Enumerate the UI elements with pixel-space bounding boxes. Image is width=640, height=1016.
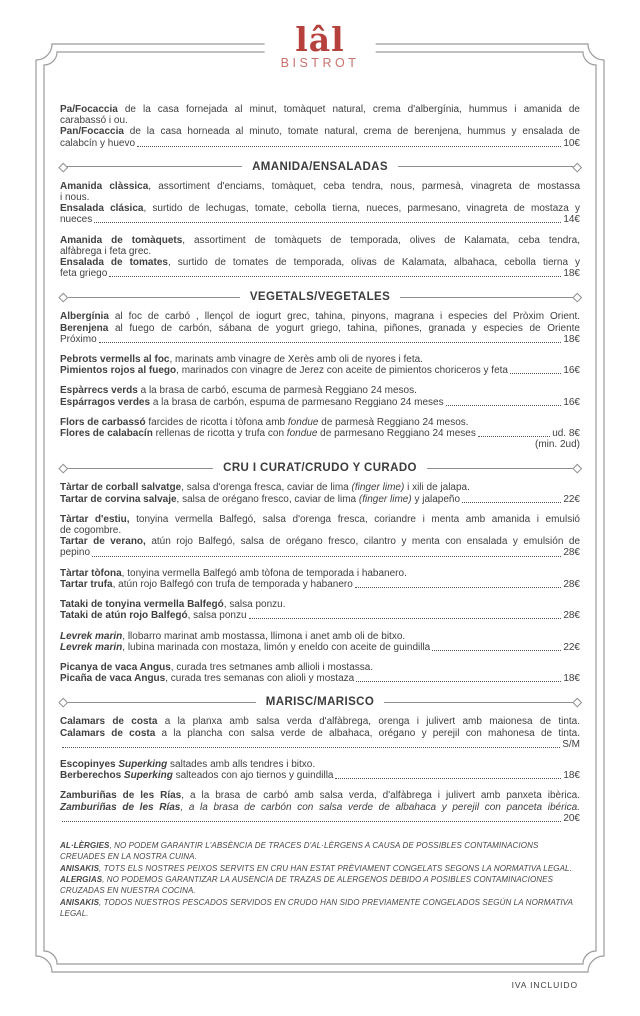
text-segment: Zamburiñas de les Rías [60,790,182,802]
section-header [60,462,580,474]
menu-item-tartar-corball [60,482,580,504]
dish-description [60,268,107,279]
logo-title: lâl [295,20,345,59]
text-segment: a la brasa de carbó, escuma de parmesà Reggiano 24 mesos. [137,385,417,397]
menu-item-pebrots-vermells [60,354,580,376]
dish-description [60,365,508,376]
menu-line [60,192,580,203]
menu-line [60,323,580,334]
diamond-ornament [59,698,68,707]
text-segment: a la brasa de carbón, espuma de parmesano Reggiano 24 meses [150,396,444,408]
text-segment: farcides de ricotta i tòfona amb [145,416,288,428]
text-segment: de parmesà Reggiano 24 mesos. [318,416,469,428]
menu-line [60,181,580,192]
text-segment: , salsa ponzu [187,610,247,622]
allergen-note-line [60,840,580,863]
allergen-note-line [60,874,580,897]
text-segment: Pan/Focaccia [60,126,124,138]
dot-leader [432,650,561,651]
allergen-text: , NO PODEM GARANTIR L'ABSÈNCIA DE TRACES D'AL·LÈRGENS A CAUSA DE POSSIBLES CONTAMINACIONS CREUADES EN LA NOSTRA CUINA. [60,840,539,862]
section-title: VEGETALS/VEGETALES [249,291,391,304]
menu-item-escopinyes-superking [60,759,580,781]
section-header [60,291,580,303]
text-segment: feta griego [60,268,108,280]
text-segment: , llobarro marinat amb mostassa, llimona i anet amb oli de bitxo. [122,630,406,642]
menu-line [60,257,580,268]
menu-line [60,397,580,408]
text-segment: rellenas de ricotta y trufa con [152,428,287,440]
allergen-text: , TODOS NUESTROS PESCADOS SERVIDOS EN CRUDO HAN SIDO PREVIAMENTE CONGELADOS SEGÚN LA NORMATIVA LEGAL. [60,897,573,919]
text-segment: , marinados con vinagre de Jerez con aceite de pimientos choriceros y feta [176,365,508,377]
price: 18€ [563,673,580,685]
text-segment: fondue [286,428,318,440]
dish-description [60,428,476,439]
text-segment: Tàrtar de corball salvatge [60,482,182,494]
menu-item-esparrecs-verds [60,385,580,407]
dish-description [60,397,444,408]
text-segment: Flores de calabacín [60,428,153,440]
menu-line [60,115,580,126]
text-segment: , marinats amb vinagre de Xerès amb oli de nyores i feta. [169,354,423,366]
text-segment: Pimientos rojos al fuego [60,365,177,377]
text-segment: Flors de carbassó [60,416,146,428]
header-rule [67,297,240,298]
price: S/M [562,738,580,750]
text-segment: de cogombre. [60,525,122,537]
menu-content [60,104,580,919]
text-segment: pepino [60,547,91,559]
menu-line [60,813,580,824]
dot-leader [249,618,562,619]
text-segment: Superking [118,758,168,770]
price: 16€ [563,396,580,408]
dot-leader [478,436,550,437]
dish-description [60,334,97,345]
diamond-ornament [572,698,581,707]
dot-leader [62,747,560,748]
text-segment: alfàbrega i feta grec. [60,245,152,257]
price: 28€ [563,610,580,622]
text-segment: (finger lime) [351,482,405,494]
text-segment: atún rojo Balfegó, salsa de orégano fresco, cilantro y menta con ensalada y emulsión de [145,536,580,548]
diamond-ornament [59,293,68,302]
text-segment: Tàrtar d'estiu, [60,513,130,525]
menu-line [60,428,580,439]
menu-line [60,579,580,590]
text-segment: al foc de carbó , llençol de iogurt grec, tahina, pinyons, magrana i especies del Pròxim Orient. [108,311,580,323]
text-segment: nueces [60,214,93,226]
menu-item-tartar-tofona [60,568,580,590]
dot-leader [356,681,561,682]
menu-item-zamburinas-rias [60,790,580,824]
menu-line [60,547,580,558]
price: 18€ [563,268,580,280]
allergen-lead: ANISAKIS [60,897,100,907]
menu-line [60,203,580,214]
allergen-lead: ALERGIAS [60,875,103,885]
allergen-notes [60,840,580,920]
text-segment: Próximo [60,333,97,345]
menu-line [60,739,580,750]
header-rule [427,468,574,469]
menu-line [60,334,580,345]
text-segment: , curada tres setmanes amb allioli i mostassa. [170,661,374,673]
text-segment: , surtido de tomates de temporada, olivas de Kalamata, albahaca, cebolla tierna y [167,257,581,269]
text-segment: Berenjena [60,322,109,334]
menu-line [60,790,580,801]
text-segment: Tataki de atún rojo Balfegó [60,610,188,622]
menu-line [60,568,580,579]
text-segment: y jalapeño [411,493,461,505]
section-title: AMANIDA/ENSALADAS [252,160,388,173]
price: 18€ [563,333,580,345]
text-segment: tonyina vermella Balfegó, salsa d'orenga fresca, coriandre i menta amb amanida i emulsió [129,513,580,525]
text-segment: de la casa fornejada al minut, tomàquet natural, crema d'albergínia, hummus i amanida de [117,104,580,115]
dish-description [60,138,135,149]
price: 28€ [563,578,580,590]
text-segment: Tataki de tonyina vermella Balfegó [60,599,224,611]
text-segment: Calamars de costa [60,727,156,739]
header-rule [398,166,574,167]
menu-item-amanida-tomaquets [60,235,580,280]
header-rule [67,468,214,469]
text-segment: de parmesano Reggiano 24 meses [317,428,476,440]
text-segment: i xili de jalapa. [404,482,470,494]
menu-line [60,770,580,781]
menu-line [60,514,580,525]
text-segment: de la casa horneada al minuto, tomate natural, crema de berenjena, hummus y ensalada de [123,126,580,138]
text-segment: fondue [287,416,319,428]
text-segment: , tonyina vermella Balfegó amb tòfona de temporada i habanero. [121,567,407,579]
price: 20€ [563,812,580,824]
menu-line [60,439,580,450]
dish-description [60,579,353,590]
text-segment: a la planxa amb salsa verda d'alfàbrega, orenga i julivert amb maionesa de tinta. [157,716,580,728]
text-segment: Espárragos verdes [60,396,151,408]
diamond-ornament [59,464,68,473]
dish-description [60,610,247,621]
section-title: CRU I CURAT/CRUDO Y CURADO [223,462,417,475]
text-segment: , assortiment d'enciams, tomàquet, ceba tendra, nous, parmesà, vinagreta de mostassa [148,180,580,192]
menu-item-amanida-classica [60,181,580,226]
header-rule [67,702,256,703]
text-segment: , salsa ponzu. [223,599,286,611]
header-rule [400,297,573,298]
menu-line [60,268,580,279]
menu-item-pa-focaccia [60,104,580,149]
menu-line [60,138,580,149]
menu-line [60,246,580,257]
text-segment: saltades amb alls tendres i bitxo. [167,758,316,770]
dot-leader [462,502,561,503]
text-segment: , surtido de lechugas, tomate, cebolla tierna, nueces, parmesano, vinagreta de mostaza y [143,203,580,215]
text-segment: Pebrots vermells al foc [60,354,170,366]
menu-line [60,673,580,684]
price: 22€ [563,641,580,653]
price: 14€ [563,214,580,226]
menu-line [60,214,580,225]
menu-item-tartar-estiu [60,514,580,559]
text-segment: Escopinyes [60,758,119,770]
header-rule [384,702,573,703]
dish-description [60,770,333,781]
price: ud. 8€ [552,428,580,440]
section-header [60,696,580,708]
text-segment: Levrek marin [60,641,123,653]
text-segment: Tartar trufa [60,578,113,590]
menu-line [60,716,580,727]
text-segment: Calamars de costa [60,716,158,728]
menu-line [60,728,580,739]
price: 28€ [563,547,580,559]
dot-leader [510,373,561,374]
text-segment: Tartar de corvina salvaje [60,493,177,505]
menu-item-levrek-marin [60,631,580,653]
menu-line [60,417,580,428]
header-rule [67,166,243,167]
dot-leader [137,146,561,147]
text-segment: Ensalada de tomates [60,257,168,269]
menu-line [60,759,580,770]
menu-item-flors-de-carbasso [60,417,580,451]
section-header [60,161,580,173]
dot-leader [109,276,561,277]
dot-leader [446,405,562,406]
iva-note: IVA INCLUIDO [511,980,578,990]
diamond-ornament [572,293,581,302]
text-segment: , salsa d'orenga fresca, caviar de lima [181,482,352,494]
text-segment: Tàrtar tòfona [60,567,122,579]
text-segment: a la plancha con salsa verde de albahaca, orégano y perejil con mahonesa de tinta. [155,727,580,739]
text-segment: Amanida de tomàquets [60,234,183,246]
text-segment: Levrek marin [60,630,123,642]
menu-line [60,642,580,653]
section-title: MARISC/MARISCO [265,696,375,709]
text-segment: , a la brasa de carbó amb salsa verda, d'alfàbrega i julivert amb panxeta ibèrica. [181,790,580,802]
allergen-text: , TOTS ELS NOSTRES PEIXOS SERVITS EN CRU HAN ESTAT PRÈVIAMENT CONGELATS SEGONS LA NORMATIVA LEGAL. [99,863,572,873]
menu-line [60,536,580,547]
dot-leader [92,556,561,557]
menu-line [60,365,580,376]
price: 18€ [563,770,580,782]
menu-line [60,385,580,396]
dot-leader [62,821,561,822]
price: 10€ [563,137,580,149]
price: 16€ [563,365,580,377]
text-segment: Berberechos [60,770,124,782]
dish-description [60,642,430,653]
menu-line [60,311,580,322]
text-segment: Amanida clàssica [60,180,149,192]
diamond-ornament [572,464,581,473]
allergen-text: , NO PODEMOS GARANTIZAR LA AUSENCIA DE TRAZAS DE ALERGENOS DEBIDO A POSIBLES CONTAMINACIONES CRUZADAS EN NUESTRA COCINA. [60,875,554,896]
menu-item-tataki-tonyina [60,599,580,621]
dot-leader [99,342,562,343]
dot-leader [335,778,561,779]
menu-line [60,599,580,610]
text-segment: Picanya de vaca Angus [60,661,171,673]
allergen-lead: AL·LÈRGIES [60,840,110,850]
text-segment: Zamburiñas de les Rías [60,801,181,813]
text-segment: salteados con ajo tiernos y guindilla [172,770,334,782]
allergen-lead: ANISAKIS [60,863,100,873]
menu-line [60,494,580,505]
menu-line [60,235,580,246]
menu-line [60,802,580,813]
dish-description [60,673,354,684]
text-segment: Albergínia [60,311,109,323]
text-segment: Pa/Focaccia [60,104,118,115]
text-segment: , atún rojo Balfegó con trufa de temporada y habanero [112,578,353,590]
restaurant-logo [265,20,376,70]
menu-line [60,354,580,365]
dish-description [60,547,90,558]
text-segment: , a la brasa de carbón con salsa verde de albahaca y perejil con panceta ibérica. [180,801,580,813]
menu-line [60,482,580,493]
text-segment: Ensalada clásica [60,203,144,215]
menu-line [60,662,580,673]
menu-line [60,610,580,621]
text-segment: Tartar de verano, [60,536,146,548]
text-segment: i nous. [60,192,90,204]
menu-item-alberginia [60,311,580,345]
text-segment: , curada tres semanas con alioli y mostaza [165,673,355,685]
menu-line [60,631,580,642]
dot-leader [94,222,561,223]
menu-line [60,104,580,115]
logo-subtitle: BISTROT [280,56,360,70]
text-segment: , lubina marinada con mostaza, limón y eneldo con aceite de guindilla [122,641,431,653]
text-segment: al fuego de carbón, sábana de yogurt griego, tahina, piñones, granada y especies de Oriente [108,322,580,334]
diamond-ornament [59,162,68,171]
menu-line [60,126,580,137]
text-segment: Superking [123,770,173,782]
dish-description [60,494,460,505]
dot-leader [355,587,562,588]
text-segment: carabassó i ou. [60,115,128,127]
text-segment: Espàrrecs verds [60,385,138,397]
text-segment: (finger lime) [358,493,412,505]
menu-item-calamars-de-costa [60,716,580,750]
menu-line [60,525,580,536]
diamond-ornament [572,162,581,171]
text-segment: Picaña de vaca Angus [60,673,166,685]
allergen-note-line [60,897,580,920]
text-segment: calabcín y huevo [60,137,136,149]
allergen-note-line [60,863,580,874]
price: 22€ [563,493,580,505]
text-segment: , salsa de orégano fresco, caviar de lima [176,493,359,505]
menu-item-picanya-angus [60,662,580,684]
dish-description [60,214,92,225]
text-segment: (min. 2ud) [534,439,580,451]
text-segment: , assortiment de tomàquets de temporada, olives de Kalamata, ceba tendra, [182,234,580,246]
